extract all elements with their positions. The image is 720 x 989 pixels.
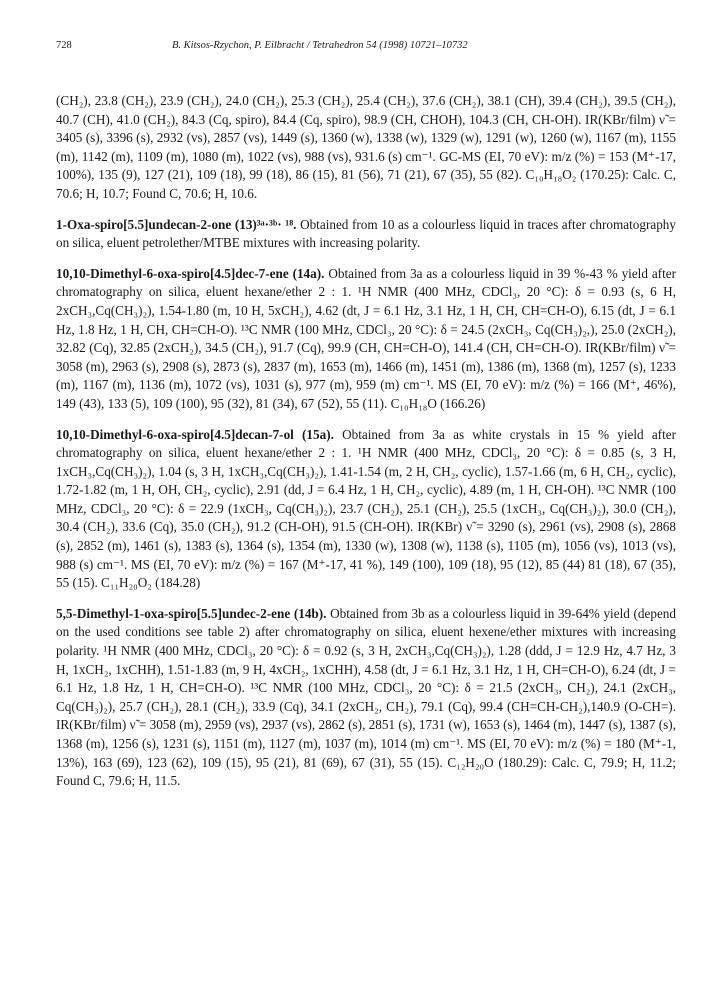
compound-title: 1-Oxa-spiro[5.5]undecan-2-one (13)³ᵃ·³ᵇ· ¹⁸. <box>56 216 297 232</box>
paragraph-continuation <box>56 92 676 204</box>
paragraph-text: Obtained from 3b as a colourless liquid in 39-64% yield (depend on the used conditions see table 2) after chromatography on silica, eluent hexene/ether mixtures with increasing polarity. ¹H NMR (400 MHz, CDCl₃, 20 °C): δ = 0.92 (s, 3 H, 2xCH₃,Cq(CH₃)₂), 1.28 (ddd, J = 12.9 Hz, 4.7 Hz, 3 H, 1xCH₂, 1xCHH), 1.51-1.83 (m, 9 H, 4xCH₂, 1xCHH), 4.58 (dt, J = 6.1 Hz, 3.1 Hz, 1 H, CH=CH-O), 6.24 (dt, J = 6.1 Hz, 1.8 Hz, 1 H, CH=CH-O). ¹³C NMR (100 MHz, CDCl₃, 20 °C): δ = 21.5 (2xCH₃, CH₂), 24.1 (2xCH₃, Cq(CH₃)₂), 25.7 (CH₂), 28.1 (CH₂), 33.9 (Cq), 34.1 (2xCH₂, CH₂), 79.1 (Cq), 99.4 (CH=CH-CH₂),140.9 (O-CH=). IR(KBr/film) ν̃ = 3058 (m), 2959 (vs), 2937 (vs), 2862 (s), 2851 (s), 1731 (w), 1653 (s), 1464 (m), 1447 (s), 1387 (s), 1368 (m), 1256 (s), 1231 (s), 1151 (m), 1127 (m), 1037 (m), 1014 (m) cm⁻¹. MS (EI, 70 eV): m/z (%) = 180 (M⁺-1, 13%), 163 (69), 123 (62), 109 (15), 95 (21), 81 (69), 67 (31), 55 (15). C₁₂H₂₀O (180.29): Calc. C, 79.9; H, 11.2; Found C, 79.6; H, 11.5. <box>56 605 676 789</box>
compound-title: 5,5-Dimethyl-1-oxa-spiro[5.5]undec-2-ene (14b). <box>56 605 327 621</box>
paragraph-compound-15a <box>56 426 676 593</box>
paragraph-text: Obtained from 3a as white crystals in 15 % yield after chromatography on silica, eluent hexane/ether 2 : 1. ¹H NMR (400 MHz, CDCl₃, 20 °C): δ = 0.85 (s, 3 H, 1xCH₃,Cq(CH₃)₂), 1.04 (s, 3 H, 1xCH₃,Cq(CH₃)₂), 1.41-1.54 (m, 2 H, CH₂, cyclic), 1.57-1.66 (m, 6 H, CH₂, cyclic), 1.72-1.82 (m, 1 H, OH, CH₂, cyclic), 2.91 (dd, J = 6.4 Hz, 1 H, CH₂, cyclic), 4.89 (m, 1 H, CH-OH). ¹³C NMR (100 MHz, CDCl₃, 20 °C): δ = 22.9 (1xCH₃, Cq(CH₃)₂), 23.7 (CH₂), 25.1 (CH₂), 25.5 (1xCH₃, Cq(CH₃)₂), 30.0 (CH₂), 30.4 (CH₂), 33.6 (Cq), 35.0 (CH₂), 91.2 (CH-OH), 91.5 (CH-OH). IR(KBr) ν̃ = 3290 (s), 2961 (vs), 2908 (s), 2868 (s), 2852 (m), 1461 (s), 1383 (s), 1364 (s), 1354 (m), 1330 (w), 1308 (w), 1138 (s), 1105 (m), 1056 (vs), 1013 (vs), 988 (s) cm⁻¹. MS (EI, 70 eV): m/z (%) = 167 (M⁺-17, 41 %), 149 (100), 109 (18), 95 (12), 85 (44) 81 (18), 67 (35), 55 (15). C₁₁H₂₀O₂ (184.28) <box>56 426 676 591</box>
compound-title: 10,10-Dimethyl-6-oxa-spiro[4.5]dec-7-ene (14a). <box>56 265 325 281</box>
paragraph-compound-13 <box>56 216 676 253</box>
paragraph-compound-14b <box>56 605 676 791</box>
paragraph-text: Obtained from 3a as a colourless liquid in 39 %-43 % yield after chromatography on silica, eluent hexane/ether 2 : 1. ¹H NMR (400 MHz, CDCl₃, 20 °C): δ = 0.93 (s, 6 H, 2xCH₃,Cq(CH₃)₂), 1.54-1.80 (m, 10 H, 5xCH₂), 4.62 (dt, J = 6.1 Hz, 3.1 Hz, 1 H, CH, CH=CH-O), 6.15 (dt, J = 6.1 Hz, 1.8 Hz, 1 H, CH, CH=CH-O). ¹³C NMR (100 MHz, CDCl₃, 20 °C): δ = 24.5 (2xCH₃, Cq(CH₃)₂,), 25.0 (2xCH₂), 32.82 (Cq), 32.85 (2xCH₂), 34.5 (CH₂), 91.7 (Cq), 99.9 (CH, CH=CH-O), 141.4 (CH, CH=CH-O). IR(KBr/film) ν̃ = 3058 (m), 2963 (s), 2908 (s), 2873 (s), 2837 (m), 1653 (m), 1466 (m), 1451 (m), 1386 (m), 1368 (m), 1257 (s), 1233 (m), 1167 (m), 1136 (m), 1072 (vs), 1031 (s), 977 (m), 959 (m) cm⁻¹. MS (EI, 70 eV): m/z (%) = 166 (M⁺, 46%), 149 (43), 133 (5), 109 (100), 95 (32), 81 (34), 67 (52), 55 (11). C₁₀H₁₈O (166.26) <box>56 265 676 411</box>
running-head: B. Kitsos-Rzychon, P. Eilbracht / Tetrahedron 54 (1998) 10721–10732 <box>172 40 468 51</box>
page-header <box>56 40 676 58</box>
compound-title: 10,10-Dimethyl-6-oxa-spiro[4.5]decan-7-ol (15a). <box>56 426 334 442</box>
paragraph-text: Obtained from 10 as a colourless liquid in traces after chromatography on silica, eluent petrolether/MTBE mixtures with increasing polarity. <box>56 216 676 251</box>
paragraph-text: (CH₂), 23.8 (CH₂), 23.9 (CH₂), 24.0 (CH₂), 25.3 (CH₂), 25.4 (CH₂), 37.6 (CH₂), 38.1 (CH), 39.4 (CH₂), 39.5 (CH₂), 40.7 (CH), 41.0 (CH₂), 84.3 (Cq, spiro), 84.4 (Cq, spiro), 98.9 (CH, CHOH), 104.3 (CH, CH-OH). IR(KBr/film) ν̃ = 3405 (s), 3396 (s), 2932 (vs), 2857 (vs), 1449 (s), 1360 (w), 1338 (w), 1329 (w), 1291 (w), 1260 (w), 1167 (m), 1155 (m), 1142 (m), 1109 (m), 1080 (m), 1022 (vs), 988 (vs), 931.6 (s) cm⁻¹. GC-MS (EI, 70 eV): m/z (%) = 153 (M⁺-17, 100%), 135 (9), 127 (21), 109 (18), 99 (18), 86 (15), 81 (56), 71 (21), 67 (35), 55 (82). C₁₀H₁₈O₂ (170.25): Calc. C, 70.6; H, 10.7; Found C, 70.6; H, 10.6. <box>56 93 676 201</box>
paragraph-compound-14a <box>56 265 676 414</box>
page-number: 728 <box>56 40 72 51</box>
article-body <box>56 92 676 803</box>
